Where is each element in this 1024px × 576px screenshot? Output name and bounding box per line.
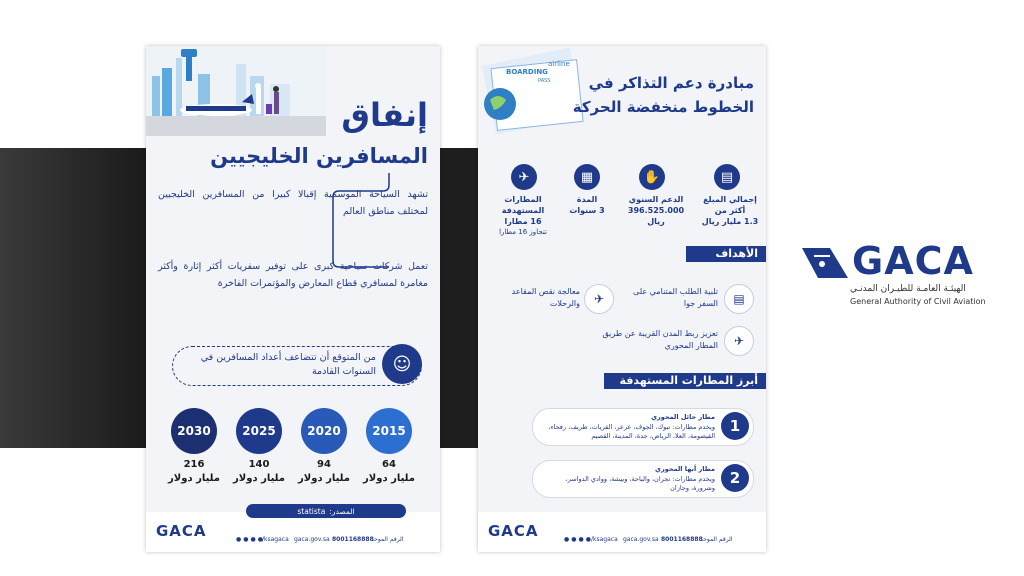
year-value-2025: 140 [248, 459, 270, 470]
stat-duration: المدة 3 سنوات [569, 195, 605, 215]
year-circle-2020: 2020 [301, 408, 347, 454]
footer-website-right[interactable]: gaca.gov.sa [623, 536, 659, 543]
gaca-emblem-icon [800, 244, 850, 280]
gaca-logo [800, 240, 990, 310]
footer-phone-right: 8001168888 [661, 536, 703, 543]
year-unit-2015: مليار دولار [363, 473, 415, 484]
year-unit-2025: مليار دولار [233, 473, 285, 484]
airport-text-hail: مطار حائل المحوري ويخدم مطارات: تبوك، الجوف، عرعر، القريات، طريف، رفحاء، القيصومة، العلا، الرياض، جدة، المدينة، القصيم [548, 413, 715, 440]
goal-connect-cities: تعزيز ربط المدن القريبة عن طريق المطار المحوري [602, 329, 718, 350]
poster-ticket-support-initiative [478, 46, 766, 552]
calendar-icon: ▦ [574, 164, 600, 190]
stat-total-amount: إجمالي المبلغ أكثر من 1.3 مليار ريال [701, 195, 759, 226]
plane-icon: ✈ [511, 164, 537, 190]
year-circle-2015: 2015 [366, 408, 412, 454]
gaca-arabic-name: الهيئـة العامـة للطيـران المدنـي [850, 284, 966, 294]
year-value-2030: 216 [183, 459, 205, 470]
year-value-2015: 64 [382, 459, 396, 470]
poster-right-title-line1: مبادرة دعم التذاكر في [588, 74, 754, 92]
poster-title-line1: إنفاق [341, 96, 428, 134]
social-icons[interactable]: ●●●● [236, 536, 265, 543]
goal-demand: تلبية الطلب المتنامي على السفر جوا [633, 287, 718, 308]
year-circle-2030: 2030 [171, 408, 217, 454]
source-value: statista [297, 506, 326, 516]
forecast-text: من المتوقع أن تتضاعف أعداد المسافرين في السنوات القادمة [200, 352, 376, 377]
airport-skyline-illustration [146, 46, 326, 136]
stat-target-airports: المطارات المستهدفة 16 مطارا تتجاوز 16 مطارا [499, 195, 547, 236]
airport-card-hail [532, 408, 754, 446]
source-label: المصدر: [329, 506, 355, 516]
hand-coin-icon: ✋ [639, 164, 665, 190]
footer-handle-right[interactable]: /ksagaca [591, 536, 618, 543]
footer-website[interactable]: gaca.gov.sa [294, 536, 330, 543]
seats-goal-icon: ✈ [584, 284, 614, 314]
goals-heading: الأهداف [686, 246, 766, 262]
airport-number-1: 1 [721, 412, 749, 440]
year-unit-2020: مليار دولار [298, 473, 350, 484]
footer-gaca-logo: GACA [156, 522, 207, 540]
footer-handle[interactable]: /ksagaca [262, 536, 289, 543]
year-value-2020: 94 [317, 459, 331, 470]
footer-unified-label-right: الرقم الموحد [700, 536, 733, 543]
source-pill [246, 504, 406, 518]
poster-gulf-travelers-spending [146, 46, 440, 552]
airports-heading: أبرز المطارات المستهدفة [604, 373, 766, 389]
footer-unified-label: الرقم الموحد [371, 536, 404, 543]
poster-footer [146, 506, 440, 552]
gaca-logo-text: GACA [852, 239, 974, 283]
year-unit-2030: مليار دولار [168, 473, 220, 484]
airport-text-abha: مطار أبها المحوري ويخدم مطارات: نجران، والباحة، وبيشة، ووادي الدواسر، وشرورة، وجازان [565, 465, 715, 492]
ticket-airline-text: airline [548, 60, 570, 68]
ticket-boarding-text: BOARDING [506, 68, 548, 76]
travelers-icon: ☺ [382, 344, 422, 384]
year-circle-2025: 2025 [236, 408, 282, 454]
paragraph-seasonal-tourism: تشهد السياحة الموسمية إقبالا كبيرا من المسافرين الخليجيين لمختلف مناطق العالم [158, 189, 428, 217]
hub-plane-goal-icon: ✈ [724, 326, 754, 356]
poster-right-footer [478, 512, 766, 552]
ticket-pass-text: PASS [538, 78, 551, 84]
footer-gaca-logo-right: GACA [488, 522, 539, 540]
poster-title-line2: المسافرين الخليجيين [210, 144, 428, 168]
footer-phone: 8001168888 [332, 536, 374, 543]
gaca-english-name: General Authority of Civil Aviation [850, 297, 986, 306]
boarding-pass-illustration [480, 48, 590, 138]
stat-annual-support: الدعم السنوي 396.525.000 ريال [627, 195, 685, 226]
money-icon: ▤ [714, 164, 740, 190]
airport-card-abha [532, 460, 754, 498]
goal-seats: معالجة نقص المقاعد والرحلات [511, 287, 580, 308]
airport-number-2: 2 [721, 464, 749, 492]
paragraph-tour-companies: تعمل شركات سياحية كبرى على توفير سفريات أكثر إثارة وأكثر مغامرة لمسافري قطاع المعارض والمؤتمرات الفاخرة [158, 261, 428, 289]
social-icons-right[interactable]: ●●●● [564, 536, 593, 543]
poster-right-title-line2: الخطوط منخفضة الحركة [572, 98, 754, 116]
background-dark-band [0, 148, 150, 448]
boarding-pass-goal-icon: ▤ [724, 284, 754, 314]
